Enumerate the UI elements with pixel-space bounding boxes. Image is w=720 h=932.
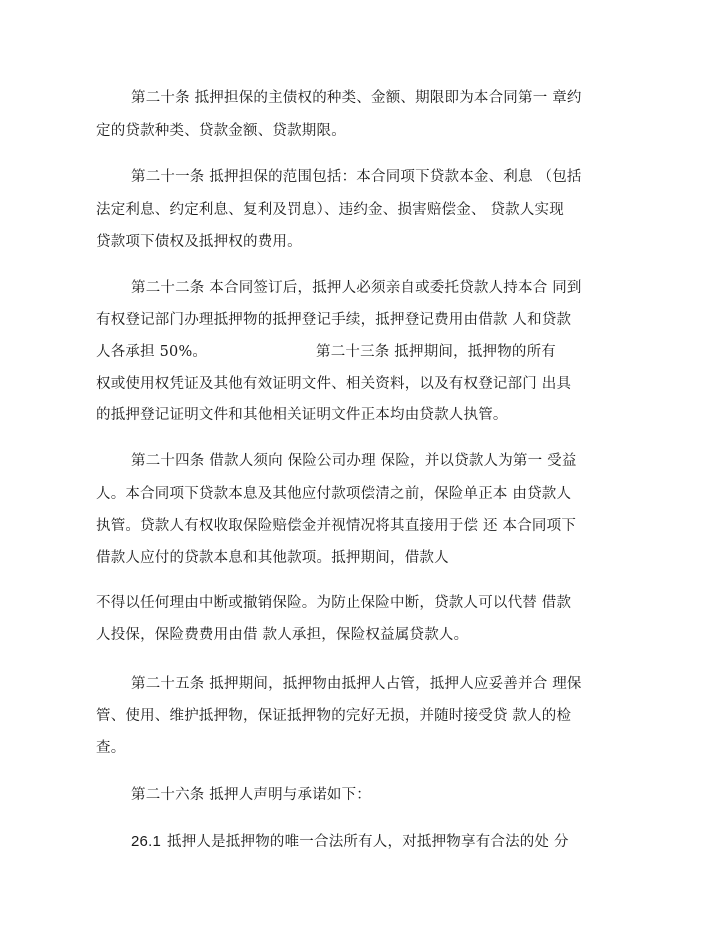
text-line: 第二十二条 本合同签订后，抵押人必须亲自或委托贷款人持本合 同到 (131, 280, 582, 296)
text-line: 第二十四条 借款人须向 保险公司办理 保险，并以贷款人为第一 受益 (131, 453, 577, 469)
text-line: 的抵押登记证明文件和其他相关证明文件正本均由贷款人执管。 (96, 407, 508, 423)
text-line: 借款人应付的贷款本息和其他款项。抵押期间，借款人 (96, 550, 449, 566)
text-line: 执管。贷款人有权收取保险赔偿金并视情况将其直接用于偿 还 本合同项下 (96, 518, 577, 534)
text-line: 贷款项下债权及抵押权的费用。 (96, 234, 302, 250)
text-line: 不得以任何理由中断或撤销保险。为防止保险中断，贷款人可以代替 借款 (96, 595, 572, 611)
text-line: 权或使用权凭证及其他有效证明文件、相关资料，以及有权登记部门 出具 (96, 376, 572, 392)
text-line: 定的贷款种类、贷款金额、贷款期限。 (96, 123, 346, 139)
clause-number: 26.1 (131, 833, 161, 850)
text-line: 第二十一条 抵押担保的范围包括：本合同项下贷款本金、利息 （包括 (131, 169, 582, 185)
text-line: 第二十五条 抵押期间，抵押物由抵押人占管，抵押人应妥善并合 理保 (131, 676, 582, 692)
text-line: 人。本合同项下贷款本息及其他应付款项偿清之前，保险单正本 由贷款人 (96, 486, 572, 502)
text-line: 第二十条 抵押担保的主债权的种类、金额、期限即为本合同第一 章约 (131, 90, 582, 106)
text-line: 管、使用、维护抵押物，保证抵押物的完好无损，并随时接受贷 款人的检 (96, 708, 572, 724)
text-line: 人各承担 50%。 (96, 344, 208, 360)
text-line: 第二十三条 抵押期间，抵押物的所有 (316, 344, 557, 360)
text-line: 有权登记部门办理抵押物的抵押登记手续，抵押登记费用由借款 人和贷款 (96, 312, 572, 328)
text-line: 人投保，保险费费用由借 款人承担，保险权益属贷款人。 (96, 627, 469, 643)
text-line: 抵押人是抵押物的唯一合法所有人，对抵押物享有合法的处 分 (167, 834, 569, 850)
text-line: 第二十六条 抵押人声明与承诺如下： (131, 787, 372, 803)
text-line: 查。 (96, 740, 126, 756)
text-line: 法定利息、约定利息、复利及罚息）、违约金、损害赔偿金、 贷款人实现 (96, 202, 564, 218)
